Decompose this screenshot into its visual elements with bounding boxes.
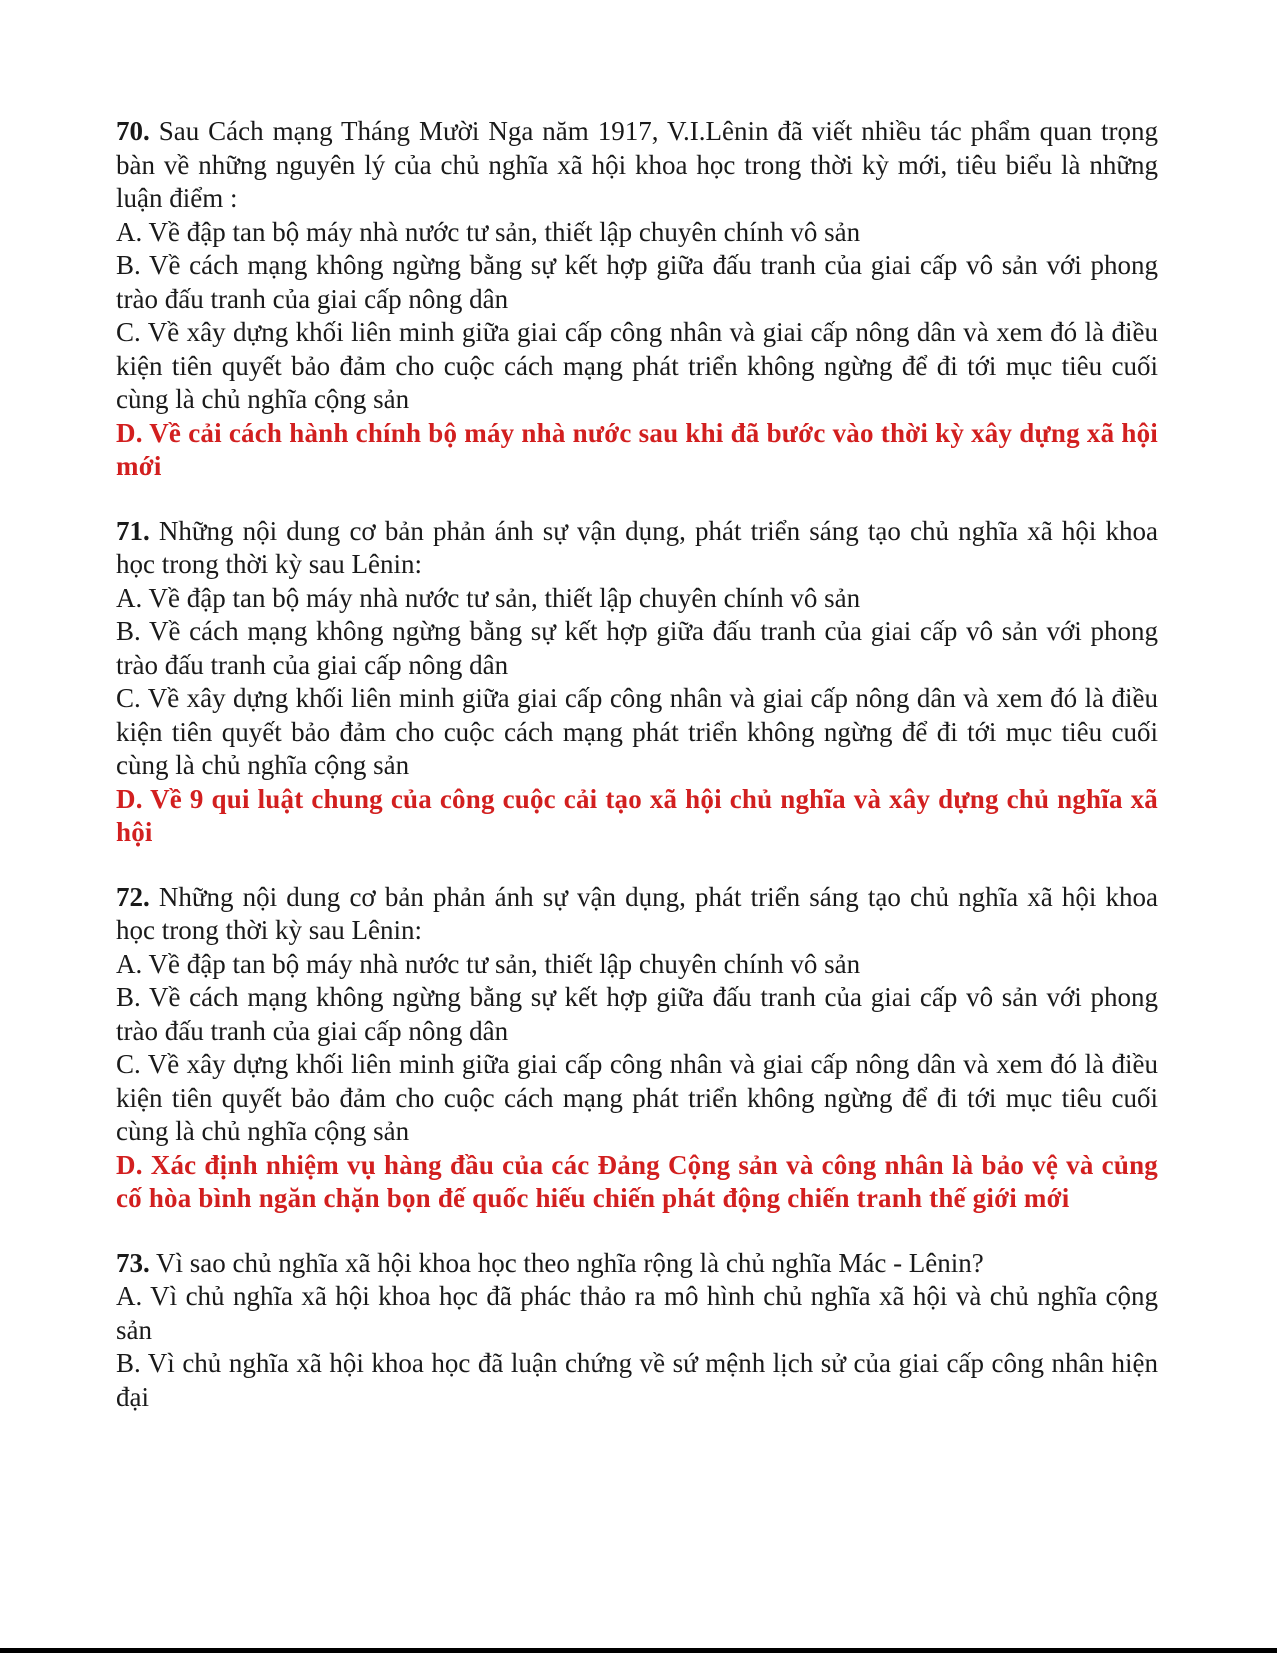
question-stem xyxy=(116,881,1158,948)
question-number: 70. xyxy=(116,116,150,146)
question-text: Những nội dung cơ bản phản ánh sự vận dụng, phát triển sáng tạo chủ nghĩa xã hội khoa học trong thời kỳ sau Lênin: xyxy=(116,881,1158,945)
option-d-correct-answer: D. Về 9 qui luật chung của công cuộc cải tạo xã hội chủ nghĩa và xây dựng chủ nghĩa xã hội xyxy=(116,783,1158,847)
question-72 xyxy=(116,881,1158,1216)
question-text: Những nội dung cơ bản phản ánh sự vận dụng, phát triển sáng tạo chủ nghĩa xã hội khoa học trong thời kỳ sau Lênin: xyxy=(116,515,1158,579)
document-page xyxy=(116,115,1158,1414)
option-a: A. Về đập tan bộ máy nhà nước tư sản, thiết lập chuyên chính vô sản xyxy=(116,582,861,613)
page-bottom-border xyxy=(0,1648,1277,1653)
option-b: B. Vì chủ nghĩa xã hội khoa học đã luận chứng về sứ mệnh lịch sử của giai cấp công nhân hiện đại xyxy=(116,1348,1158,1412)
option-c: C. Về xây dựng khối liên minh giữa giai cấp công nhân và giai cấp nông dân và xem đó là điều kiện tiên quyết bảo đảm cho cuộc cách mạng phát triển không ngừng để đi tới mục tiêu cuối cùng là chủ nghĩa cộng sản xyxy=(116,683,1158,780)
option-a: A. Về đập tan bộ máy nhà nước tư sản, thiết lập chuyên chính vô sản xyxy=(116,948,861,979)
question-stem xyxy=(116,515,1158,582)
option-b: B. Về cách mạng không ngừng bằng sự kết hợp giữa đấu tranh của giai cấp vô sản với phong trào đấu tranh của giai cấp nông dân xyxy=(116,982,1158,1046)
option-a: A. Vì chủ nghĩa xã hội khoa học đã phác thảo ra mô hình chủ nghĩa xã hội và chủ nghĩa cộng sản xyxy=(116,1281,1158,1345)
option-c: C. Về xây dựng khối liên minh giữa giai cấp công nhân và giai cấp nông dân và xem đó là điều kiện tiên quyết bảo đảm cho cuộc cách mạng phát triển không ngừng để đi tới mục tiêu cuối cùng là chủ nghĩa cộng sản xyxy=(116,317,1158,414)
option-c: C. Về xây dựng khối liên minh giữa giai cấp công nhân và giai cấp nông dân và xem đó là điều kiện tiên quyết bảo đảm cho cuộc cách mạng phát triển không ngừng để đi tới mục tiêu cuối cùng là chủ nghĩa cộng sản xyxy=(116,1049,1158,1146)
question-number: 72. xyxy=(116,881,150,912)
question-number: 73. xyxy=(116,1247,150,1278)
question-73 xyxy=(116,1247,1158,1415)
question-number: 71. xyxy=(116,515,150,546)
question-text: Vì sao chủ nghĩa xã hội khoa học theo nghĩa rộng là chủ nghĩa Mác - Lênin? xyxy=(156,1247,984,1278)
question-text: Sau Cách mạng Tháng Mười Nga năm 1917, V.I.Lênin đã viết nhiều tác phẩm quan trọng bàn về những nguyên lý của chủ nghĩa xã hội khoa học trong thời kỳ mới, tiêu biểu là những luận điểm : xyxy=(116,116,1159,213)
option-a: A. Về đập tan bộ máy nhà nước tư sản, thiết lập chuyên chính vô sản xyxy=(116,216,861,247)
option-d-correct-answer: D. Về cải cách hành chính bộ máy nhà nước sau khi đã bước vào thời kỳ xây dựng xã hội mới xyxy=(116,417,1158,481)
option-d-correct-answer: D. Xác định nhiệm vụ hàng đầu của các Đảng Cộng sản và công nhân là bảo vệ và củng cố hòa bình ngăn chặn bọn đế quốc hiếu chiến phát động chiến tranh thế giới mới xyxy=(116,1149,1158,1213)
question-71 xyxy=(116,515,1158,850)
option-b: B. Về cách mạng không ngừng bằng sự kết hợp giữa đấu tranh của giai cấp vô sản với phong trào đấu tranh của giai cấp nông dân xyxy=(116,250,1158,314)
question-stem xyxy=(116,1247,1158,1281)
question-70 xyxy=(116,115,1158,484)
question-stem xyxy=(116,115,1158,216)
option-b: B. Về cách mạng không ngừng bằng sự kết hợp giữa đấu tranh của giai cấp vô sản với phong trào đấu tranh của giai cấp nông dân xyxy=(116,616,1158,680)
